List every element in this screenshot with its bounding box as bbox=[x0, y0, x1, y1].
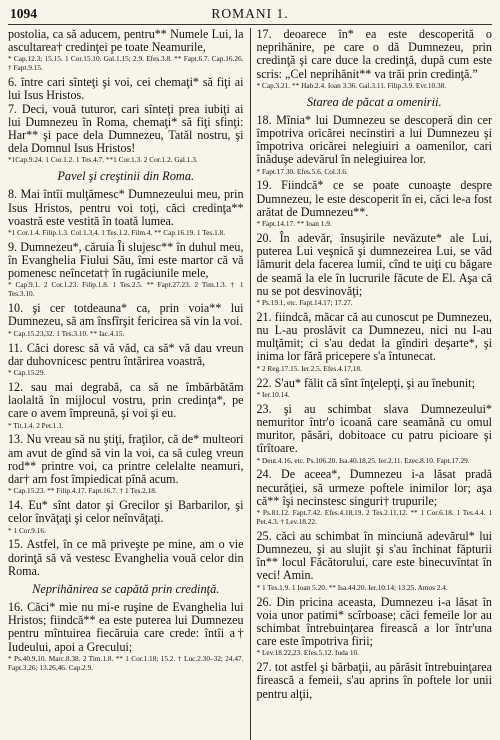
section-heading: Pavel şi creştinii din Roma. bbox=[57, 169, 195, 184]
verse-paragraph: 23. şi au schimbat slava Dumnezeului* nemuritor într'o icoană care seamănă cu omul muritor, păsări, dobitoace cu patru picioare şi tîrîtoare. bbox=[256, 401, 492, 456]
running-title: ROMANI 1. bbox=[211, 6, 289, 21]
verse-paragraph: 24. De aceea*, Dumnezeu i-a lăsat pradă necurăţiei, să urmeze poftele inimilor lor; aşa că** îşi necinstesc singuri† trupurile; bbox=[256, 467, 492, 508]
verse-paragraph: 18. Mînia* lui Dumnezeu se descoperă din cer împotriva oricărei necinstiri a lui Dumnezeu şi împotriva oricărei nelegiuiri a oamenilor, cari înăduşe adevărul în nelegiuirea lor. bbox=[256, 112, 492, 167]
section-heading: Neprihănirea se capătă prin credinţă. bbox=[32, 582, 220, 597]
verse-paragraph: 10. şi cer totdeauna* ca, prin voia** lui Dumnezeu, să am însfîrşit fericirea să vin la voi. bbox=[8, 301, 244, 329]
cross-reference-note: * Cap.9.1. 2 Cor.1.23. Filip.1.8. 1 Tes.2.5. ** Fapt.27.23. 2 Tim.1.3. † 1 Tes.3.10. bbox=[8, 280, 244, 299]
verse-paragraph: 26. Din pricina aceasta, Dumnezeu i-a lăsat în voia unor patimi* scîrboase; căci femeile lor au schimbat întrebuinţarea firească a lor într'una care este împotriva firii; bbox=[256, 594, 492, 649]
cross-reference-note: * Cap.15.23,32. 1 Tes.3.10. ** Iac.4.15. bbox=[8, 328, 125, 338]
verse-paragraph: 16. Căci* mie nu mi-e ruşine de Evanghelia lui Hristos; fiindcă** ea este puterea lui Dumnezeu pentru mîntuirea fiecăruia care crede: întîi a† Iudeului, apoi a Grecului; bbox=[8, 600, 244, 654]
verse-paragraph: 7. Deci, vouă tuturor, cari sînteţi prea iubiţi ai lui Dumnezeu în Roma, chemaţi* să fiţi sfinţi: Har** şi pace dela Dumnezeu, Tatăl nostru, şi dela Domnul Isus Hristos! bbox=[8, 101, 244, 156]
cross-reference-note: * Cap.12.3; 15.15. 1 Cor.15.10. Gal.1.15; 2.9. Efes.3.8. ** Fapt.6.7. Cap.16.26. † Fapt.9.15. bbox=[8, 54, 244, 73]
cross-reference-note: * Ps.19.1, etc. Fapt.14.17; 17.27. bbox=[256, 297, 353, 307]
verse-paragraph: 11. Căci doresc să vă văd, ca să* vă dau vreun dar duhovnicesc pentru întărirea voastră, bbox=[8, 340, 244, 368]
page-number: 1094 bbox=[10, 6, 37, 21]
verse-paragraph: 13. Nu vreau să nu ştiţi, fraţilor, că de* multeori am avut de gînd să vin la voi, ca să culeg vreun rod** printre voi, ca printre celelalte neamuri, dar† am fost împiedicat pînă acum. bbox=[8, 432, 244, 487]
cross-reference-note: * Tit.1.4. 2 Pet.1.1. bbox=[8, 420, 64, 430]
cross-reference-note: * Ps.40.9,10. Marc.8.38. 2 Tim.1.8. ** 1 Cor.1.18; 15.2. † Luc.2.30–32; 24.47. Fapt.3.26; 13.26,46. Cap.2.9. bbox=[8, 653, 244, 672]
column-divider bbox=[250, 28, 251, 740]
verse-paragraph: 17. deoarece în* ea este descoperită o neprihănire, pe care o dă Dumnezeu, prin credinţă şi care duce la credinţă, după cum este scris: „Cel neprihănit** va trăi prin credinţă.” bbox=[256, 28, 492, 81]
verse-paragraph: 22. S'au* fălit că sînt înţelepţi, şi au înebunit; bbox=[256, 375, 475, 390]
left-column bbox=[8, 28, 244, 740]
cross-reference-note: * Lev.18.22,23. Efes.5.12. Iuda 10. bbox=[256, 648, 359, 658]
cross-reference-note: * Fapt.14.17. ** Ioan 1.9. bbox=[256, 219, 332, 229]
verse-paragraph: postolia, ca să aducem, pentru** Numele Lui, la ascultarea† credinţei pe toate Neamurile, bbox=[8, 28, 244, 55]
cross-reference-note: * 1 Cor.9.16. bbox=[8, 525, 46, 535]
cross-reference-note: * Cap.15.23. ** Filip.4.17. Fapt.16.7. † 1 Tes.2.18. bbox=[8, 486, 157, 496]
verse-paragraph: 6. între cari sînteţi şi voi, cei chemaţi* să fiţi ai lui Isus Hristos. bbox=[8, 75, 244, 103]
page-header bbox=[8, 4, 492, 25]
two-column-body bbox=[8, 28, 492, 740]
cross-reference-note: * Cap.15.29. bbox=[8, 368, 46, 377]
cross-reference-note: * Ps.81.12. Fapt.7.42. Efes.4.18,19. 2 Tes.2.11,12. ** 1 Cor.6.18. 1 Tes.4.4. 1 Pet.4.3. † Lev.18.22. bbox=[256, 508, 492, 526]
right-column bbox=[256, 28, 492, 740]
cross-reference-note: *1Cap.9.24. 1 Cor.1.2. 1 Tes.4.7. **1 Cor.1.3. 2 Cor.1.2. Gal.1.3. bbox=[8, 155, 198, 165]
cross-reference-note: * 2 Reg.17.15. Ier.2.5. Efes.4.17,18. bbox=[256, 363, 362, 373]
cross-reference-note: *1 Cor.1.4. Filip.1.3. Col.1.3,4. 1 Tes.1.2. Film.4. ** Cap.16.19. 1 Tes.1.8. bbox=[8, 227, 226, 237]
cross-reference-note: * Cap.3.21. ** Hab.2.4. Ioan 3.36. Gal.3.11. Filip.3.9. Evr.10.38. bbox=[256, 80, 447, 90]
verse-paragraph: 25. căci au schimbat în minciună adevărul* lui Dumnezeu, şi au slujit şi s'au închinat făpturii în** locul Făcătorului, care este binecuvîntat în veci! Amin. bbox=[256, 528, 492, 583]
verse-paragraph: 9. Dumnezeu*, căruia Îi slujesc** în duhul meu, în Evanghelia Fiului Său, îmi este martor că vă pomenesc neîncetat† în rugăciunile mele, bbox=[8, 239, 244, 281]
verse-paragraph: 14. Eu* sînt dator şi Grecilor şi Barbarilor, şi celor învăţaţi şi celor neînvăţaţi. bbox=[8, 498, 244, 526]
cross-reference-note: * Ier.10.14. bbox=[256, 389, 290, 399]
verse-paragraph: 19. Fiindcă* ce se poate cunoaşte despre Dumnezeu, le este descoperit în ei, căci le-a fost arătat de Dumnezeu**. bbox=[256, 178, 492, 219]
verse-paragraph: 27. tot astfel şi bărbaţii, au părăsit întrebuinţarea firească a femeii, s'au aprins în poftele lor unii pentru alţii, bbox=[256, 660, 492, 701]
verse-paragraph: 20. În adevăr, însuşirile nevăzute* ale Lui, puterea Lui veşnică şi dumnezeirea Lui, se văd lămurit dela facerea lumii, cînd te uiţi cu băgare de seamă la ele în lucrurile făcute de El. Aşa că nu se pot desvinovăţi; bbox=[256, 230, 492, 298]
section-heading: Starea de păcat a omenirii. bbox=[306, 94, 442, 109]
verse-paragraph: 15. Astfel, în ce mă priveşte pe mine, am o vie dorinţă să vă vestesc Evanghelia vouă celor din Roma. bbox=[8, 537, 244, 578]
cross-reference-note: * Fapt.17.30. Efes.5.6. Col.3.6. bbox=[256, 166, 348, 176]
verse-paragraph: 12. sau mai degrabă, ca să ne îmbărbătăm laolaltă în mijlocul vostru, prin credinţa*, pe care o avem împreună, şi voi şi eu. bbox=[8, 379, 244, 421]
cross-reference-note: * Deut.4.16, etc. Ps.106.20. Isa.40.18,25. Ier.2.11. Ezec.8.10. Fapt.17.29. bbox=[256, 455, 470, 465]
verse-paragraph: 8. Mai întîi mulţămesc* Dumnezeului meu, prin Isus Hristos, pentru voi toţi, căci credinţa** voastră este vestită în toată lumea. bbox=[8, 187, 244, 228]
cross-reference-note: * 1 Tes.1.9. 1 Ioan 5.20. ** Isa.44.20. Ier.10.14; 13.25. Amos 2.4. bbox=[256, 582, 448, 592]
verse-paragraph: 21. fiindcă, măcar că au cunoscut pe Dumnezeu, nu L-au proslăvit ca Dumnezeu, nici nu I-au mulţămit; ci s'au dedat la gîndiri deşarte*, şi inima lor fără pricepere s'a întunecat. bbox=[256, 309, 492, 364]
